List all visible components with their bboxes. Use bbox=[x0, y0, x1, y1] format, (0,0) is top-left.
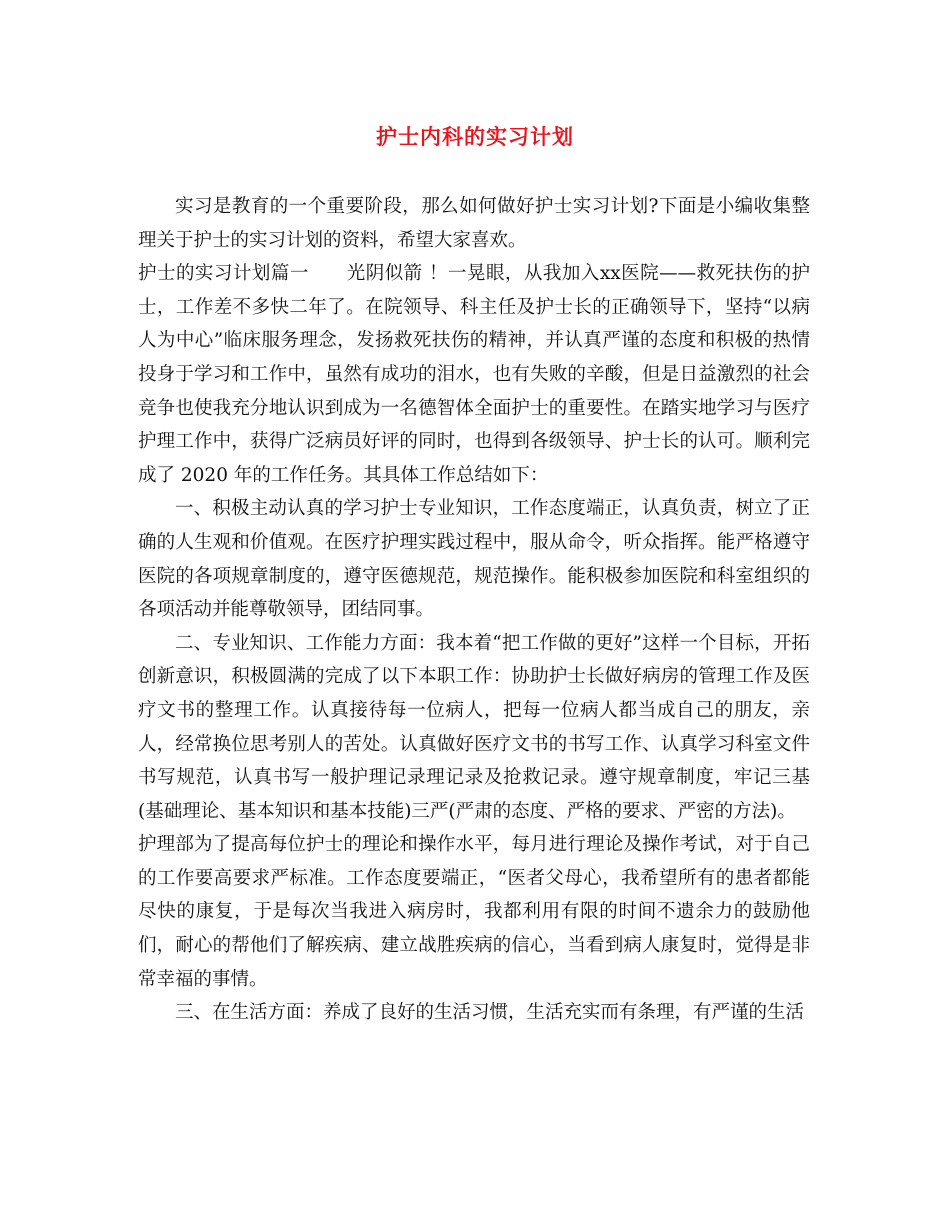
paragraph-section-three: 三、在生活方面：养成了良好的生活习惯，生活充实而有条理，有严谨的生活 bbox=[175, 1002, 805, 1024]
document-title: 护士内科的实习计划 bbox=[376, 124, 574, 149]
document-body bbox=[138, 190, 810, 1030]
paragraph-section-two: 二、专业知识、工作能力方面：我本着“把工作做的更好”这样一个目标，开拓创新意识，积极圆满的完成了以下本职工作：协助护士长做好病房的管理工作及医疗文书的整理工作。认真接待每一位病人，把每一位病人都当成自己的朋友，亲人，经常换位思考别人的苦处。认真做好医疗文书的书写工作、认真学习科室文件书写规范，认真书写一般护理记录理记录及抢救记录。遵守规章制度，牢记三基(基础理论、基本知识和基本技能)三严(严肃的态度、严格的要求、严密的方法)。 bbox=[138, 632, 810, 822]
paragraph-intro: 实习是教育的一个重要阶段，那么如何做好护士实习计划?下面是小编收集整理关于护士的实习计划的资料，希望大家喜欢。 bbox=[138, 196, 810, 251]
paragraph-nursing-dept: 护理部为了提高每位护士的理论和操作水平，每月进行理论及操作考试，对于自己的工作要高要求严标准。工作态度要端正，“医者父母心，我希望所有的患者都能尽快的康复，于是每次当我进入病房时，我都利用有限的时间不遗余力的鼓励他们，耐心的帮他们了解疾病、建立战胜疾病的信心，当看到病人康复时，觉得是非常幸福的事情。 bbox=[138, 834, 810, 990]
paragraph-section-one: 一、积极主动认真的学习护士专业知识，工作态度端正，认真负责，树立了正确的人生观和价值观。在医疗护理实践过程中，服从命令，听众指挥。能严格遵守医院的各项规章制度的，遵守医德规范，规范操作。能积极参加医院和科室组织的各项活动并能尊敬领导，团结同事。 bbox=[138, 498, 810, 621]
paragraph-plan-one: 护士的实习计划篇一 光阴似箭 ！一晃眼，从我加入xx医院——救死扶伤的护士，工作差不多快二年了。在院领导、科主任及护士长的正确领导下，坚持“以病人为中心”临床服务理念，发扬救死扶伤的精神，并认真严谨的态度和积极的热情投身于学习和工作中，虽然有成功的泪水，也有失败的辛酸，但是日益激烈的社会竞争也使我充分地认识到成为一名德智体全面护士的重要性。在踏实地学习与医疗护理工作中，获得广泛病员好评的同时，也得到各级领导、护士长的认可。顺利完成了 2020 年的工作任务。其具体工作总结如下： bbox=[138, 263, 810, 486]
